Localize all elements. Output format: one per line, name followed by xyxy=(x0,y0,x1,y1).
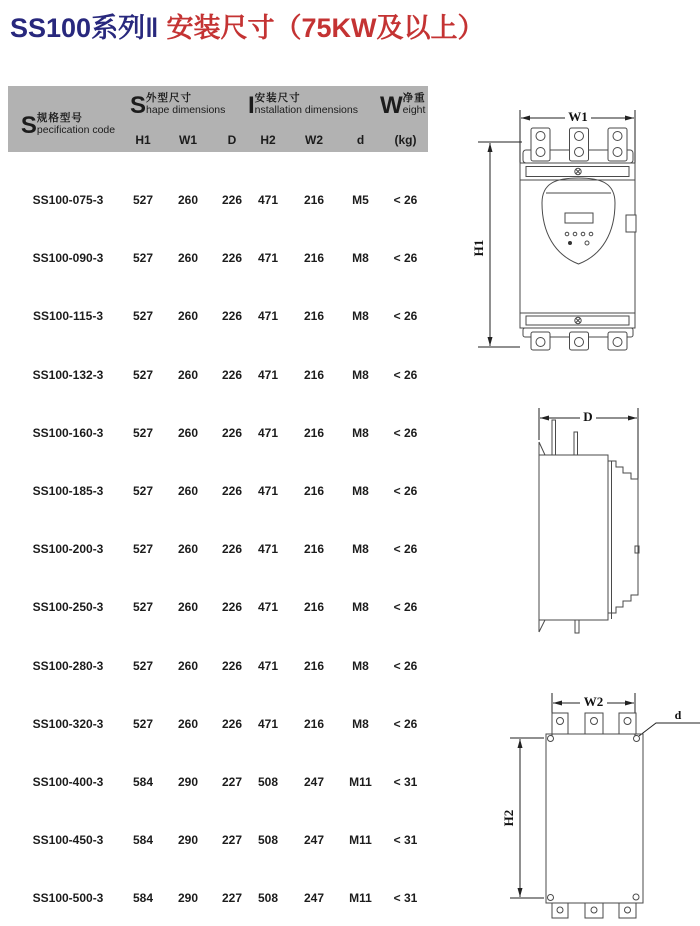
starter-side-outline xyxy=(539,420,639,633)
w2-value: 247 xyxy=(303,833,325,848)
w1-value: 260 xyxy=(177,542,199,557)
kg-value: < 26 xyxy=(393,716,418,731)
table-row xyxy=(8,695,428,753)
table-row xyxy=(8,404,428,462)
header-shape-cn: 外型尺寸 xyxy=(146,92,193,104)
header-installation-dimensions xyxy=(248,92,383,120)
spec-code: SS100-450-3 xyxy=(32,833,104,848)
table-row xyxy=(8,171,428,229)
d-value: 227 xyxy=(221,774,243,789)
w2-value: 247 xyxy=(303,774,325,789)
h1-dim-label: H1 xyxy=(471,239,486,257)
header-spec-initial: S xyxy=(20,112,37,140)
table-row xyxy=(8,462,428,520)
front-view-drawing xyxy=(470,85,700,351)
h2-value: 471 xyxy=(257,716,279,731)
w1-value: 260 xyxy=(177,309,199,324)
d-hole-label: d xyxy=(674,708,682,722)
h1-value: 527 xyxy=(132,542,154,557)
table-row xyxy=(8,578,428,636)
dd-value: M11 xyxy=(349,833,372,848)
h2-value: 471 xyxy=(257,658,279,673)
d-value: 226 xyxy=(221,484,243,499)
h2-dim-label: H2 xyxy=(501,809,516,827)
dd-value: M8 xyxy=(352,425,369,440)
table-row xyxy=(8,637,428,695)
header-w1: W1 xyxy=(179,133,197,147)
d-value: 226 xyxy=(221,716,243,731)
w2-value: 216 xyxy=(303,716,325,731)
control-panel xyxy=(542,178,615,264)
d-value: 226 xyxy=(221,309,243,324)
header-shape-en: hape dimensions xyxy=(146,103,226,116)
spec-code: SS100-200-3 xyxy=(32,542,104,557)
w1-value: 260 xyxy=(177,193,199,208)
page-title xyxy=(10,6,485,45)
w2-value: 216 xyxy=(303,367,325,382)
top-pin-2 xyxy=(574,432,578,455)
h2-value: 508 xyxy=(257,833,279,848)
dd-value: M8 xyxy=(352,542,369,557)
h2-value: 471 xyxy=(257,425,279,440)
header-h2: H2 xyxy=(260,133,276,147)
title-section: 安装尺寸（75KW及以上） xyxy=(166,13,485,43)
top-tabs xyxy=(552,713,636,734)
d-value: 226 xyxy=(221,251,243,266)
spec-code: SS100-185-3 xyxy=(32,484,104,499)
spec-code: SS100-400-3 xyxy=(32,774,104,789)
dd-value: M11 xyxy=(349,891,372,906)
spec-code: SS100-132-3 xyxy=(32,367,104,382)
h2-value: 471 xyxy=(257,367,279,382)
h1-value: 527 xyxy=(132,484,154,499)
top-terminal-lugs xyxy=(531,128,627,161)
w2-value: 216 xyxy=(303,425,325,440)
table-body xyxy=(8,171,428,926)
header-dd: d xyxy=(356,133,365,147)
header-spec-en: pecification code xyxy=(36,124,116,136)
table-row xyxy=(8,520,428,578)
header-h1: H1 xyxy=(135,133,151,147)
w1-value: 260 xyxy=(177,716,199,731)
spec-code: SS100-280-3 xyxy=(32,658,104,673)
dd-value: M8 xyxy=(352,309,369,324)
h1-value: 527 xyxy=(132,425,154,440)
kg-value: < 26 xyxy=(393,542,418,557)
mounting-holes xyxy=(548,736,640,901)
kg-value: < 31 xyxy=(393,891,418,906)
header-weight-initial: W xyxy=(380,92,403,120)
w2-value: 216 xyxy=(303,309,325,324)
bottom-terminal-lugs xyxy=(531,332,627,350)
h1-value: 584 xyxy=(132,774,154,789)
header-sub-row xyxy=(8,133,428,147)
h2-value: 471 xyxy=(257,309,279,324)
h2-dimension xyxy=(501,738,544,898)
kg-value: < 26 xyxy=(393,367,418,382)
h1-dimension xyxy=(471,142,522,347)
w1-value: 290 xyxy=(177,774,199,789)
h1-value: 584 xyxy=(132,891,154,906)
w1-value: 260 xyxy=(177,425,199,440)
side-connector xyxy=(626,215,636,232)
w2-dim-label: W2 xyxy=(583,694,604,709)
spec-code: SS100-160-3 xyxy=(32,425,104,440)
w2-value: 216 xyxy=(303,193,325,208)
spec-code: SS100-320-3 xyxy=(32,716,104,731)
h1-value: 527 xyxy=(132,367,154,382)
dd-value: M8 xyxy=(352,484,369,499)
dd-value: M8 xyxy=(352,600,369,615)
w2-value: 216 xyxy=(303,600,325,615)
w1-value: 260 xyxy=(177,658,199,673)
table-row xyxy=(8,753,428,811)
kg-value: < 26 xyxy=(393,658,418,673)
header-d: D xyxy=(227,133,237,147)
top-pin-1 xyxy=(552,420,556,455)
heatsink-profile xyxy=(608,461,638,613)
keypad-leds xyxy=(565,232,593,245)
w1-value: 260 xyxy=(177,600,199,615)
display-window xyxy=(565,213,593,223)
w1-dim-label: W1 xyxy=(568,109,588,124)
w1-value: 260 xyxy=(177,251,199,266)
h1-value: 527 xyxy=(132,600,154,615)
kg-value: < 26 xyxy=(393,309,418,324)
table-row xyxy=(8,811,428,869)
header-weight-en: eight xyxy=(402,103,426,116)
h2-value: 471 xyxy=(257,251,279,266)
header-shape-dimensions xyxy=(130,92,246,120)
header-install-en: nstallation dimensions xyxy=(254,103,358,116)
kg-value: < 31 xyxy=(393,774,418,789)
h2-value: 471 xyxy=(257,193,279,208)
header-weight xyxy=(380,92,428,120)
table-row xyxy=(8,287,428,345)
header-spec-cn: 规格型号 xyxy=(36,112,83,125)
bottom-screw-icon xyxy=(575,317,581,323)
d-value: 226 xyxy=(221,367,243,382)
d-value: 227 xyxy=(221,833,243,848)
header-install-cn: 安装尺寸 xyxy=(254,92,301,104)
kg-value: < 26 xyxy=(393,251,418,266)
spec-code: SS100-115-3 xyxy=(32,309,104,324)
table-row xyxy=(8,869,428,926)
header-shape-initial: S xyxy=(130,92,147,120)
spec-code: SS100-075-3 xyxy=(32,193,104,208)
top-screw-icon xyxy=(575,168,581,174)
h1-value: 527 xyxy=(132,309,154,324)
table-row xyxy=(8,346,428,404)
h2-value: 471 xyxy=(257,484,279,499)
kg-value: < 26 xyxy=(393,425,418,440)
h2-value: 471 xyxy=(257,542,279,557)
h2-value: 508 xyxy=(257,774,279,789)
dd-value: M5 xyxy=(352,193,369,208)
kg-value: < 26 xyxy=(393,484,418,499)
d-value: 226 xyxy=(221,193,243,208)
dd-value: M11 xyxy=(349,774,372,789)
dd-value: M8 xyxy=(352,251,369,266)
h2-value: 508 xyxy=(257,891,279,906)
h1-value: 584 xyxy=(132,833,154,848)
bottom-pin xyxy=(575,620,579,633)
h1-value: 527 xyxy=(132,716,154,731)
h2-value: 471 xyxy=(257,600,279,615)
d-value: 226 xyxy=(221,658,243,673)
bottom-tabs xyxy=(552,903,636,918)
h1-value: 527 xyxy=(132,658,154,673)
main-body xyxy=(520,180,635,313)
d-value: 226 xyxy=(221,425,243,440)
d-dim-label: D xyxy=(583,409,593,424)
kg-value: < 31 xyxy=(393,833,418,848)
header-kg: (kg) xyxy=(394,133,417,147)
w1-value: 260 xyxy=(177,484,199,499)
h1-value: 527 xyxy=(132,251,154,266)
mounting-view-drawing xyxy=(470,650,700,926)
header-install-initial: I xyxy=(248,92,255,120)
side-view-drawing xyxy=(500,395,700,645)
side-body xyxy=(539,455,608,620)
table-row xyxy=(8,229,428,287)
d-value: 227 xyxy=(221,891,243,906)
header-weight-cn: 净重 xyxy=(402,92,426,104)
title-series: SS100系列‖ xyxy=(10,13,159,43)
w2-value: 216 xyxy=(303,542,325,557)
d-value: 226 xyxy=(221,600,243,615)
starter-front-outline xyxy=(520,128,636,350)
w2-value: 216 xyxy=(303,484,325,499)
w2-value: 216 xyxy=(303,658,325,673)
dd-value: M8 xyxy=(352,658,369,673)
starter-mounting-outline xyxy=(546,713,643,918)
dd-value: M8 xyxy=(352,716,369,731)
kg-value: < 26 xyxy=(393,600,418,615)
h1-value: 527 xyxy=(132,193,154,208)
d-value: 226 xyxy=(221,542,243,557)
mounting-body xyxy=(546,734,643,903)
w1-value: 290 xyxy=(177,891,199,906)
w1-value: 290 xyxy=(177,833,199,848)
w1-value: 260 xyxy=(177,367,199,382)
spec-code: SS100-090-3 xyxy=(32,251,104,266)
w2-value: 216 xyxy=(303,251,325,266)
header-w2: W2 xyxy=(305,133,323,147)
dd-value: M8 xyxy=(352,367,369,382)
d-hole-callout xyxy=(639,708,700,736)
spec-code: SS100-250-3 xyxy=(32,600,104,615)
kg-value: < 26 xyxy=(393,193,418,208)
spec-code: SS100-500-3 xyxy=(32,891,104,906)
w2-value: 247 xyxy=(303,891,325,906)
table-header xyxy=(8,86,428,152)
